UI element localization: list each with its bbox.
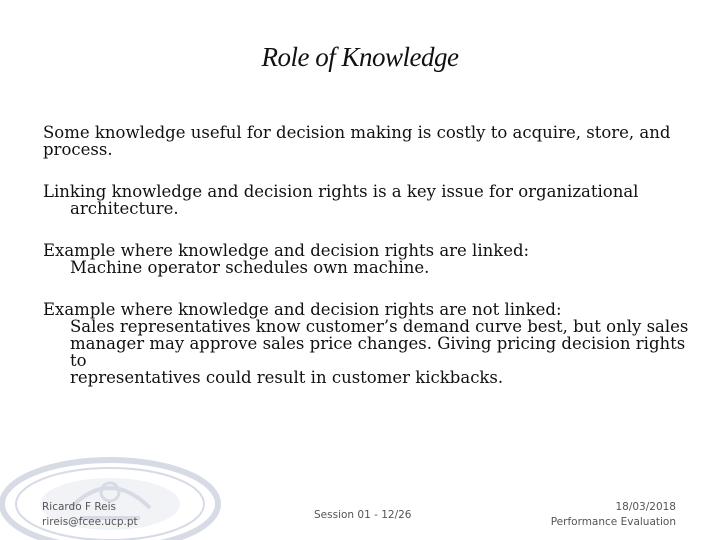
paragraph-4-line-1: Example where knowledge and decision rights are not linked: [43,300,562,319]
author-name: Ricardo F Reis [42,501,117,513]
paragraph-4-sub-line-1: Sales representatives know customer’s demand curve best, but only sales [70,317,689,336]
slide-title: Role of Knowledge [261,42,459,72]
paragraph-2-line-1: Linking knowledge and decision rights is a key issue for organizational [43,182,639,201]
paragraph-1 [43,124,693,158]
slide-body [43,124,693,411]
footer-course: Performance Evaluation [550,516,676,528]
paragraph-4 [43,301,693,386]
author-email: rireis@fcee.ucp.pt [42,516,138,528]
paragraph-4-sub-line-3: representatives could result in customer kickbacks. [70,368,504,387]
footer-author [42,500,138,530]
footer-session [314,508,411,523]
paragraph-3-sub-line: Machine operator schedules own machine. [70,258,430,277]
footer-date-course [551,500,676,530]
paragraph-3-line-1: Example where knowledge and decision rights are linked: [43,241,530,260]
paragraph-2 [43,183,693,217]
paragraph-2-line-2: architecture. [70,199,179,218]
footer-date: 18/03/2018 [615,501,676,513]
session-page: Session 01 - 12/26 [314,509,412,521]
paragraph-4-sub-line-2: manager may approve sales price changes. Giving pricing decision rights to [70,334,686,370]
paragraph-3 [43,242,693,276]
paragraph-1-line-1: Some knowledge useful for decision making is costly to acquire, store, and process. [43,123,671,159]
